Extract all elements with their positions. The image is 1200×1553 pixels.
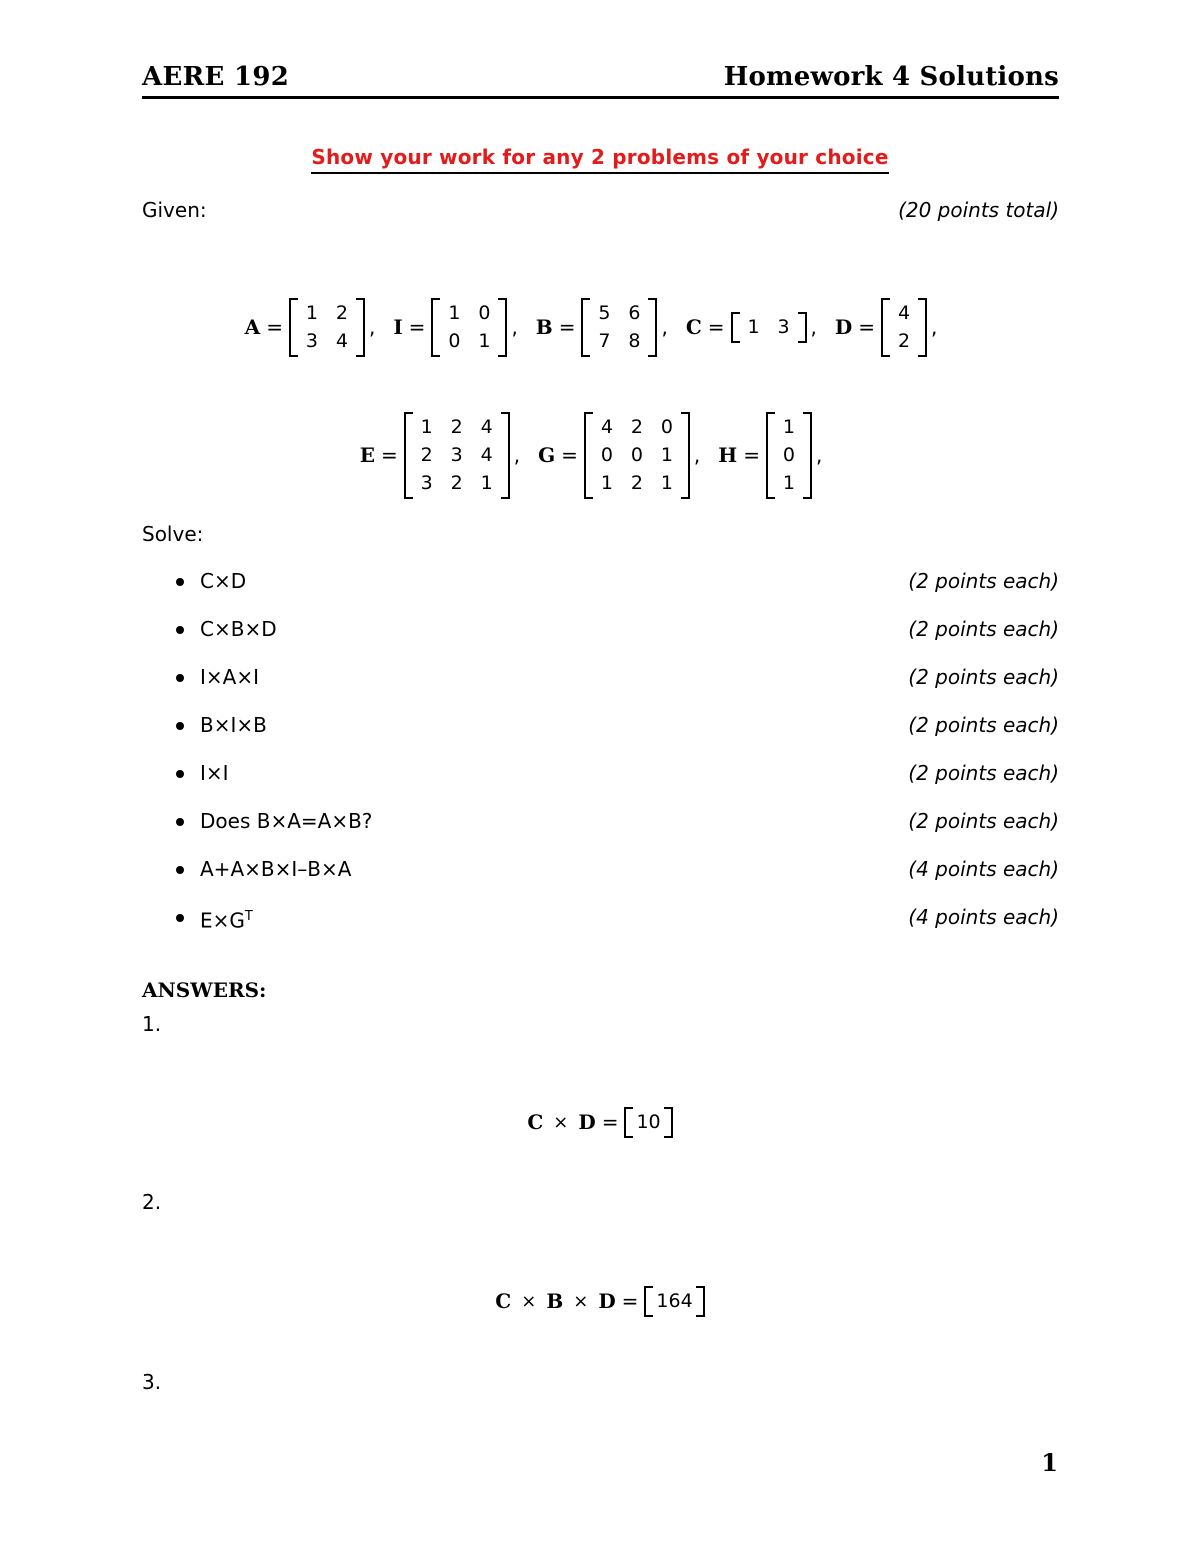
matrix-cell: 5 [598,301,611,324]
problem-expression [200,854,351,884]
problem-expression-text: A+A×B×I–B×A [200,857,352,881]
matrix-cell: 2 [420,443,433,466]
matrix-e [360,412,538,499]
comma: , [661,315,668,339]
equals-sign: = [858,315,875,339]
matrix-cell: 1 [782,415,795,438]
matrix-row-1 [0,296,1200,358]
bullet-icon [176,866,184,874]
bullet-icon [176,626,184,634]
instruction-banner [0,145,1200,169]
matrix-cell: 0 [660,415,673,438]
answer-number-3: 3. [142,1370,162,1394]
matrix-cell: 1 [660,471,673,494]
transpose-superscript: T [244,909,253,924]
problem-points: (2 points each) [908,713,1059,737]
problem-points: (2 points each) [908,617,1059,641]
matrix-cell: 1 [420,415,433,438]
bullet-icon [176,914,184,922]
problem-expression [200,806,372,836]
problem-item [142,806,1059,854]
problem-item [142,710,1059,758]
problem-list [142,566,1059,950]
matrix-i [393,298,535,357]
equals-sign: = [561,443,578,467]
answer-term: C [495,1289,512,1313]
instruction-text: Show your work for any 2 problems of your choice [311,145,888,174]
matrix-cell: 1 [305,301,318,324]
matrix-d [835,298,955,357]
matrix-row-2 [0,412,1200,498]
matrix-bracket [731,312,807,343]
answer-2-equation [0,1283,1200,1319]
matrix-cell: 2 [450,471,463,494]
result-matrix [644,1286,704,1317]
problem-expression-text: Does B×A=A×B? [200,809,373,833]
matrix-cell: 1 [600,471,613,494]
matrix-symbol: A [244,315,261,339]
problem-expression [200,566,246,596]
matrix-cell: 4 [897,301,911,324]
matrix-cell: 1 [747,315,760,338]
result-value: 164 [656,1289,693,1312]
result-matrix [624,1107,672,1138]
problem-expression-text: C×B×D [200,617,277,641]
comma: , [513,443,521,467]
answer-term: B [546,1289,564,1313]
matrix-symbol: D [834,315,853,339]
problem-expression-text: I×I [200,761,229,785]
comma: , [511,315,518,339]
comma: , [693,443,701,467]
problem-item [142,758,1059,806]
problem-expression-text: E×G [200,908,245,933]
problem-expression-text: I×A×I [200,665,259,689]
equals-sign: = [743,443,760,467]
matrix-bracket [404,412,510,499]
bullet-icon [176,818,184,826]
matrix-a [245,298,394,357]
matrix-cell: 4 [335,329,348,352]
equals-sign: = [621,1289,639,1313]
equals-sign: = [380,443,398,467]
times-operator: × [553,1111,569,1133]
comma: , [810,315,817,339]
problem-item [142,902,1059,950]
matrix-cell: 2 [897,329,911,352]
matrix-cell: 3 [305,329,318,352]
matrix-cell: 2 [335,301,348,324]
problem-item [142,566,1059,614]
matrix-cell: 3 [777,315,790,338]
answer-1-equation [0,1104,1200,1140]
matrix-bracket [431,298,507,357]
answer-term: D [578,1110,596,1134]
matrix-cell: 4 [600,415,613,438]
matrix-cell: 0 [478,301,491,324]
matrix-bracket [289,298,365,357]
matrix-symbol: B [535,315,553,339]
problem-points: (4 points each) [908,857,1059,881]
comma: , [815,443,823,467]
result-value: 10 [636,1110,661,1133]
matrix-c [686,312,835,343]
matrix-cell: 0 [630,443,643,466]
problem-expression-text: C×D [200,569,247,593]
matrix-bracket [584,412,690,499]
problem-item [142,614,1059,662]
problem-expression [200,614,277,644]
matrix-cell: 7 [598,329,611,352]
times-operator: × [573,1290,589,1312]
equals-sign: = [408,315,426,339]
given-label: Given: [142,198,207,222]
equals-sign: = [558,315,576,339]
comma: , [930,315,938,339]
equals-sign: = [266,315,283,339]
problem-expression [200,710,267,740]
matrix-bracket [881,298,927,357]
answers-heading: ANSWERS: [142,978,267,1002]
matrix-cell: 4 [480,415,493,438]
matrix-b [536,298,686,357]
matrix-cell: 4 [480,443,493,466]
problem-points: (2 points each) [908,569,1059,593]
problem-points: (2 points each) [908,761,1059,785]
answer-term: C [527,1110,544,1134]
answer-number-2: 2. [142,1190,162,1214]
matrix-cell: 2 [630,471,643,494]
problem-item [142,854,1059,902]
problem-points: (2 points each) [908,665,1059,689]
matrix-cell: 2 [630,415,643,438]
matrix-g [538,412,718,499]
problem-expression [200,662,259,692]
matrix-symbol: G [538,443,556,467]
matrix-cell: 8 [628,329,641,352]
matrix-cell: 2 [450,415,463,438]
matrix-cell: 3 [450,443,463,466]
matrix-cell: 0 [600,443,613,466]
matrix-cell: 1 [448,301,461,324]
matrix-cell: 0 [448,329,461,352]
page-number: 1 [1041,1448,1058,1477]
matrix-symbol: I [393,315,403,339]
points-total: (20 points total) [898,198,1059,222]
answer-number-1: 1. [142,1012,162,1036]
matrix-cell: 0 [782,443,795,466]
bullet-icon [176,770,184,778]
answer-term: D [598,1289,616,1313]
matrix-h [718,412,840,499]
solve-label: Solve: [142,522,204,546]
matrix-cell: 1 [480,471,493,494]
homework-title: Homework 4 Solutions [723,62,1059,92]
problem-expression-text: B×I×B [200,713,267,737]
comma: , [368,315,376,339]
problem-points: (4 points each) [908,905,1059,929]
bullet-icon [176,578,184,586]
bullet-icon [176,722,184,730]
problem-points: (2 points each) [908,809,1059,833]
course-code: AERE 192 [142,62,290,92]
problem-expression [200,758,229,788]
matrix-cell: 1 [478,329,491,352]
problem-item [142,662,1059,710]
matrix-symbol: H [718,443,738,467]
equals-sign: = [601,1110,619,1134]
matrix-bracket [581,298,657,357]
matrix-bracket [766,412,812,499]
matrix-cell: 3 [420,471,433,494]
matrix-cell: 1 [660,443,673,466]
matrix-symbol: C [685,315,702,339]
times-operator: × [521,1290,537,1312]
matrix-symbol: E [359,443,375,467]
problem-expression [200,902,253,936]
matrix-cell: 6 [628,301,641,324]
bullet-icon [176,674,184,682]
page-header [142,62,1059,99]
equals-sign: = [707,315,725,339]
matrix-cell: 1 [782,471,795,494]
